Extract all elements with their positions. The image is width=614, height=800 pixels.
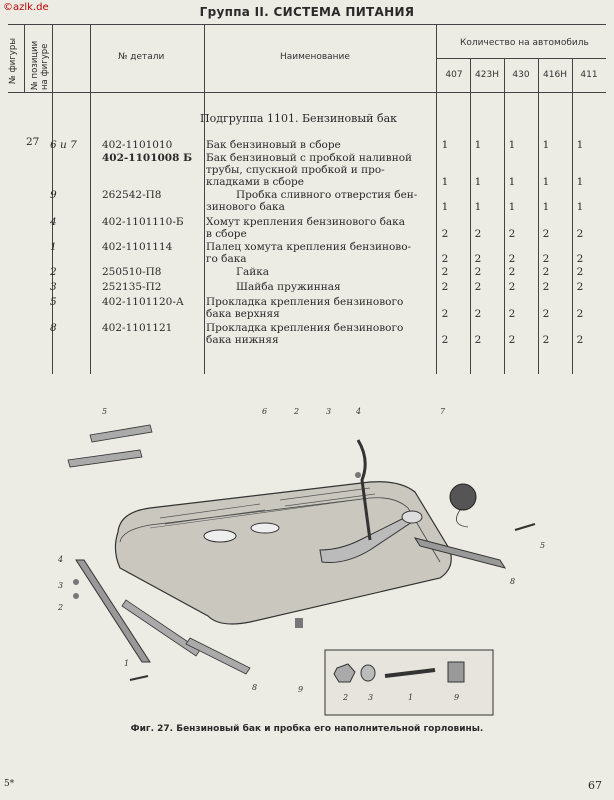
part-number: 262542-П8 [102,189,162,201]
label-6: 6 [262,407,268,416]
quantity-cell: 1 [508,176,516,188]
col-divider [538,58,539,374]
col-divider [90,24,91,374]
part-name-line: трубы, спускной пробкой и про- [206,164,385,176]
quantity-cell: 2 [542,308,550,320]
header-bottom-border [8,92,606,93]
header-fig: № фигуры [8,38,18,84]
quantity-cell: 2 [441,266,449,278]
label-2: 2 [343,693,349,702]
quantity-cell: 2 [576,308,584,320]
label-1: 1 [408,693,414,702]
subgroup-title: Подгруппа 1101. Бензиновый бак [200,112,398,125]
part-name-line: кладками в сборе [206,176,304,188]
quantity-cell: 1 [576,201,584,213]
position-number: 6 и 7 [50,139,77,151]
quantity-cell: 1 [441,176,449,188]
header-name: Наименование [280,52,350,62]
quantity-cell: 2 [576,253,584,265]
quantity-cell: 2 [474,281,482,293]
figure-number: 27 [26,136,40,148]
upper-gasket-strips [68,425,152,467]
model-411: 411 [580,70,598,80]
model-416n: 416Н [543,70,567,80]
quantity-cell: 1 [542,139,550,151]
part-number: 402-1101110-Б [102,216,184,228]
quantity-cell: 2 [441,308,449,320]
part-name-line: Гайка [236,266,270,278]
quantity-cell: 2 [542,281,550,293]
header-pos: № позиции на фигуре [30,40,50,90]
watermark: ©azlk.de [3,2,49,13]
quantity-cell: 2 [542,253,550,265]
position-number: 3 [50,281,57,293]
label-3: 3 [58,581,64,590]
part-number: 402-1101008 Б [102,152,193,164]
part-name-line: го бака [206,253,247,265]
part-number: 252135-П2 [102,281,162,293]
figure-caption: Фиг. 27. Бензиновый бак и пробка его наполнительной горловины. [130,724,484,734]
quantity-cell: 1 [576,139,584,151]
label-7: 7 [440,407,446,416]
model-407: 407 [445,70,463,80]
part-name-line: Палец хомута крепления бензиново- [206,241,412,253]
quantity-cell: 1 [508,139,516,151]
part-name-line: в сборе [206,228,247,240]
position-number: 9 [50,189,57,201]
header-part: № детали [118,52,165,62]
quantity-cell: 1 [508,201,516,213]
col-divider [572,58,573,374]
col-divider [504,58,505,374]
position-number: 1 [50,241,57,253]
part-name-line: Пробка сливного отверстия бен- [236,189,418,201]
quantity-cell: 1 [441,201,449,213]
quantity-cell: 2 [508,281,516,293]
table-top-border [8,24,606,25]
quantity-cell: 2 [508,308,516,320]
part-name-line: зинового бака [206,201,285,213]
header-qty: Количество на автомобиль [460,38,589,48]
col-divider [24,24,25,92]
quantity-cell: 2 [508,253,516,265]
quantity-cell: 2 [542,334,550,346]
part-number: 402-1101114 [102,241,173,253]
col-divider [204,24,205,374]
part-name-line: Шайба пружинная [236,281,341,293]
label-3: 3 [326,407,332,416]
position-number: 4 [50,216,57,228]
part-name-line: Прокладка крепления бензинового [206,296,404,308]
label-3: 3 [368,693,374,702]
quantity-cell: 2 [576,281,584,293]
label-4: 4 [58,555,64,564]
quantity-cell: 2 [542,228,550,240]
quantity-cell: 2 [474,253,482,265]
quantity-cell: 2 [474,228,482,240]
label-8: 8 [510,577,516,586]
model-423n: 423Н [475,70,499,80]
page-number: 67 [588,779,602,792]
part-name-line: бака нижняя [206,334,279,346]
qty-subheader-line [436,58,606,59]
model-430: 430 [512,70,530,80]
quantity-cell: 2 [441,228,449,240]
col-divider [436,24,437,374]
position-number: 8 [50,322,57,334]
quantity-cell: 2 [508,228,516,240]
quantity-cell: 2 [508,334,516,346]
col-divider [470,58,471,374]
part-name-line: бака верхняя [206,308,280,320]
position-number: 2 [50,266,57,278]
quantity-cell: 1 [542,176,550,188]
label-8: 8 [252,683,258,692]
part-number: 402-1101010 [102,139,173,151]
quantity-cell: 2 [576,228,584,240]
quantity-cell: 1 [474,176,482,188]
fuel-tank-diagram [40,400,600,720]
quantity-cell: 1 [474,201,482,213]
label-4: 4 [356,407,362,416]
part-number: 402-1101121 [102,322,173,334]
label-9: 9 [454,693,460,702]
label-9: 9 [298,685,304,694]
quantity-cell: 1 [441,139,449,151]
quantity-cell: 2 [474,334,482,346]
part-name-line: Бак бензиновый в сборе [206,139,341,151]
page-title: Группа II. СИСТЕМА ПИТАНИЯ [199,5,415,19]
quantity-cell: 2 [576,266,584,278]
quantity-cell: 1 [542,201,550,213]
part-name-line: Прокладка крепления бензинового [206,322,404,334]
quantity-cell: 2 [576,334,584,346]
label-5: 5 [102,407,108,416]
part-name-line: Бак бензиновый с пробкой наливной [206,152,413,164]
quantity-cell: 2 [542,266,550,278]
quantity-cell: 2 [474,266,482,278]
quantity-cell: 2 [441,253,449,265]
position-number: 5 [50,296,57,308]
quantity-cell: 2 [441,281,449,293]
quantity-cell: 2 [441,334,449,346]
signature-mark: 5* [4,779,15,789]
quantity-cell: 2 [474,308,482,320]
label-1: 1 [124,659,130,668]
quantity-cell: 1 [576,176,584,188]
part-name-line: Хомут крепления бензинового бака [206,216,406,228]
part-number: 250510-П8 [102,266,162,278]
part-number: 402-1101120-А [102,296,184,308]
label-5: 5 [540,541,546,550]
label-2: 2 [294,407,300,416]
label-2: 2 [58,603,64,612]
quantity-cell: 2 [508,266,516,278]
quantity-cell: 1 [474,139,482,151]
